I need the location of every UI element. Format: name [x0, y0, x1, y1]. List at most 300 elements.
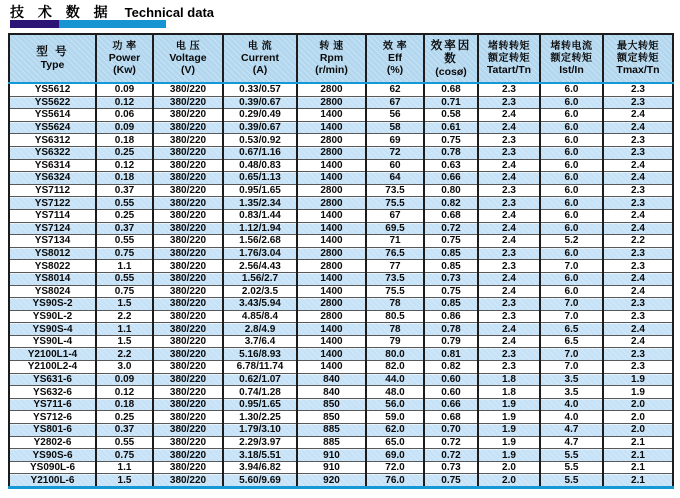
column-header-2 [153, 34, 223, 83]
table-cell: 6.0 [540, 109, 603, 122]
table-row [9, 461, 673, 474]
table-cell: 5.2 [540, 235, 603, 248]
table-cell: 0.60 [424, 386, 478, 399]
table-cell: YS7122 [9, 197, 96, 210]
table-cell: 2.3 [603, 260, 673, 273]
table-cell: 2.4 [478, 323, 540, 336]
table-cell: 2.4 [603, 285, 673, 298]
table-cell: 850 [297, 398, 366, 411]
table-cell: 72.0 [366, 461, 424, 474]
table-cell: 69 [366, 134, 424, 147]
table-cell: 2800 [297, 298, 366, 311]
table-cell: 48.0 [366, 386, 424, 399]
table-header [9, 34, 673, 83]
table-cell: 67 [366, 96, 424, 109]
table-cell: 1.30/2.25 [223, 411, 297, 424]
table-cell: 6.0 [540, 209, 603, 222]
table-cell: YS6314 [9, 159, 96, 172]
table-cell: 1400 [297, 222, 366, 235]
table-cell: YS5614 [9, 109, 96, 122]
table-cell: 1.5 [96, 335, 153, 348]
table-cell: 380/220 [153, 109, 223, 122]
column-header-1 [96, 34, 153, 83]
table-cell: 380/220 [153, 474, 223, 488]
table-cell: 0.75 [96, 247, 153, 260]
table-cell: 6.0 [540, 184, 603, 197]
table-cell: 5.5 [540, 449, 603, 462]
table-cell: 1400 [297, 121, 366, 134]
column-header-label-en: (cosø) [435, 65, 467, 78]
table-cell: 1400 [297, 348, 366, 361]
table-cell: YS5622 [9, 96, 96, 109]
table-cell: 2.2 [96, 310, 153, 323]
table-cell: 69.0 [366, 449, 424, 462]
table-cell: 5.5 [540, 474, 603, 488]
table-cell: 2.1 [603, 461, 673, 474]
table-cell: 1.56/2.68 [223, 235, 297, 248]
table-cell: 0.79 [424, 335, 478, 348]
column-header-label-zh: 堵转转矩 [488, 41, 530, 52]
table-cell: 0.25 [96, 209, 153, 222]
table-cell: 2.0 [603, 411, 673, 424]
table-cell: 7.0 [540, 260, 603, 273]
table-cell: 380/220 [153, 461, 223, 474]
table-cell: 0.68 [424, 209, 478, 222]
table-cell: 0.12 [96, 96, 153, 109]
table-cell: 380/220 [153, 424, 223, 437]
table-body [9, 83, 673, 488]
table-cell: 2.56/4.43 [223, 260, 297, 273]
table-cell: 885 [297, 424, 366, 437]
table-cell: 0.71 [424, 96, 478, 109]
table-cell: 0.39/0.67 [223, 121, 297, 134]
table-cell: 840 [297, 386, 366, 399]
column-header-label-zh: 功 率 [112, 40, 137, 52]
table-cell: 1.5 [96, 474, 153, 488]
table-cell: 380/220 [153, 146, 223, 159]
table-cell: 2800 [297, 197, 366, 210]
column-header-label-en: (Kw) [113, 64, 136, 77]
table-row [9, 361, 673, 374]
table-cell: 2.4 [603, 109, 673, 122]
table-cell: 910 [297, 449, 366, 462]
table-cell: 0.75 [424, 474, 478, 488]
table-cell: 1.9 [603, 373, 673, 386]
table-cell: 2.3 [603, 348, 673, 361]
table-cell: YS7112 [9, 184, 96, 197]
table-cell: 2.3 [478, 247, 540, 260]
table-cell: 1.56/2.7 [223, 272, 297, 285]
table-cell: 6.0 [540, 222, 603, 235]
column-header-5 [366, 34, 424, 83]
table-row [9, 285, 673, 298]
column-header-label-en: (r/min) [315, 64, 348, 77]
table-cell: 2.2 [603, 235, 673, 248]
table-cell: 2.3 [478, 260, 540, 273]
column-header-label-en: Eff [388, 52, 402, 65]
column-header-label-en: Type [40, 59, 65, 71]
table-cell: 0.25 [96, 146, 153, 159]
table-cell: 380/220 [153, 247, 223, 260]
table-cell: YS090L-6 [9, 461, 96, 474]
table-cell: 380/220 [153, 411, 223, 424]
table-cell: 7.0 [540, 298, 603, 311]
column-header-label-en: Voltage [169, 52, 207, 65]
table-cell: 380/220 [153, 272, 223, 285]
table-cell: 2.4 [478, 159, 540, 172]
table-cell: 73.5 [366, 272, 424, 285]
table-cell: 6.0 [540, 134, 603, 147]
table-row [9, 386, 673, 399]
table-row [9, 83, 673, 96]
table-cell: 56 [366, 109, 424, 122]
table-cell: 0.12 [96, 386, 153, 399]
table-cell: 2.1 [603, 436, 673, 449]
table-cell: 0.72 [424, 222, 478, 235]
table-cell: 2.3 [603, 83, 673, 96]
table-cell: 0.85 [424, 260, 478, 273]
table-cell: YS5612 [34, 84, 71, 96]
table-cell: 79 [366, 335, 424, 348]
table-cell: 6.5 [540, 323, 603, 336]
table-cell: 2800 [297, 247, 366, 260]
technical-data-table [8, 33, 674, 489]
column-header-label-en: (A) [252, 64, 268, 77]
table-cell: 1400 [297, 272, 366, 285]
table-cell: 0.33/0.57 [223, 83, 297, 96]
table-cell: 0.66 [424, 172, 478, 185]
table-cell: 0.75 [96, 285, 153, 298]
table-cell: 3.18/5.51 [223, 449, 297, 462]
table-cell: 1.8 [478, 386, 540, 399]
table-cell: 1.9 [478, 398, 540, 411]
table-cell: 7.0 [540, 361, 603, 374]
table-cell: 2.3 [603, 298, 673, 311]
table-cell: 2.29/3.97 [223, 436, 297, 449]
table-cell: 2.3 [603, 146, 673, 159]
table-cell: 2.4 [603, 159, 673, 172]
table-cell: 6.0 [540, 285, 603, 298]
table-cell: 78 [366, 298, 424, 311]
table-cell: 44.0 [366, 373, 424, 386]
table-cell: 380/220 [153, 298, 223, 311]
table-cell: 2.3 [478, 184, 540, 197]
table-cell: 840 [297, 373, 366, 386]
table-cell: Y2100L1-4 [9, 348, 96, 361]
table-cell: 0.73 [424, 272, 478, 285]
table-cell: 0.68 [424, 83, 478, 96]
table-cell: 2.8/4.9 [223, 323, 297, 336]
table-cell: YS8014 [9, 272, 96, 285]
column-header-label-en: Tatart/Tn [486, 64, 532, 76]
table-row [9, 411, 673, 424]
table-cell: 6.0 [540, 121, 603, 134]
table-row [9, 436, 673, 449]
table-cell: 1.1 [96, 260, 153, 273]
table-cell: 78 [366, 323, 424, 336]
table-cell: 0.06 [96, 109, 153, 122]
column-header-label-en: Power [108, 52, 141, 65]
table-cell: 0.82 [424, 361, 478, 374]
table-cell: 0.75 [424, 285, 478, 298]
table-cell: 0.95/1.65 [223, 398, 297, 411]
table-cell: 3.43/5.94 [223, 298, 297, 311]
table-cell: 2800 [297, 310, 366, 323]
table-cell: YS7114 [9, 209, 96, 222]
table-cell: 380/220 [153, 96, 223, 109]
table-cell: 62 [366, 83, 424, 96]
table-cell: 2.4 [478, 109, 540, 122]
table-cell: 1400 [297, 172, 366, 185]
table-cell: 910 [297, 461, 366, 474]
table-cell: 0.58 [424, 109, 478, 122]
table-cell: 77 [366, 260, 424, 273]
table-cell: YS7134 [9, 235, 96, 248]
table-row [9, 424, 673, 437]
table-cell: 380/220 [153, 121, 223, 134]
table-cell: 3.0 [96, 361, 153, 374]
table-cell: 0.39/0.67 [223, 96, 297, 109]
table-cell: 0.09 [96, 373, 153, 386]
table-cell: YS8012 [9, 247, 96, 260]
table-cell: 1400 [297, 323, 366, 336]
table-cell: 0.53/0.92 [223, 134, 297, 147]
table-cell: 2.1 [603, 474, 673, 488]
table-cell: 1.9 [603, 386, 673, 399]
table-cell: YS6324 [9, 172, 96, 185]
table-cell: Y2802-6 [9, 436, 96, 449]
column-header-label-en: Ist/In [559, 64, 584, 76]
table-cell: 0.95/1.65 [223, 184, 297, 197]
table-cell: 2.0 [478, 461, 540, 474]
table-cell: 0.65/1.13 [223, 172, 297, 185]
column-header-label-zh: 电 流 [247, 40, 273, 52]
table-cell: 0.82 [424, 197, 478, 210]
table-cell: 0.55 [96, 272, 153, 285]
table-cell: 0.85 [424, 298, 478, 311]
table-cell: 380/220 [153, 285, 223, 298]
table-cell: 380/220 [153, 361, 223, 374]
table-cell: 69.5 [366, 222, 424, 235]
table-cell: 380/220 [153, 222, 223, 235]
table-cell: 0.74/1.28 [223, 386, 297, 399]
table-cell: 0.81 [424, 348, 478, 361]
table-cell: 2.3 [478, 348, 540, 361]
table-cell: 6.0 [540, 247, 603, 260]
table-cell: 1.1 [96, 461, 153, 474]
table-cell: 59.0 [366, 411, 424, 424]
table-row [9, 348, 673, 361]
table-cell: 2.4 [603, 222, 673, 235]
table-cell: 56.0 [366, 398, 424, 411]
table-cell: 5.5 [540, 461, 603, 474]
table-cell: 1400 [297, 285, 366, 298]
table-cell: 2800 [297, 146, 366, 159]
table-cell: YS631-6 [9, 373, 96, 386]
table-cell: 1400 [297, 235, 366, 248]
table-cell: YS801-6 [9, 424, 96, 437]
table-cell: 2.4 [478, 235, 540, 248]
table-cell: 0.78 [424, 323, 478, 336]
table-cell: 1.35/2.34 [223, 197, 297, 210]
table-cell: 2.0 [603, 424, 673, 437]
table-row [9, 184, 673, 197]
column-header-label-en: Current [241, 52, 279, 65]
table-cell: 2.4 [478, 172, 540, 185]
table-cell: 2.4 [478, 222, 540, 235]
table-cell: 0.18 [96, 134, 153, 147]
table-row [9, 159, 673, 172]
table-cell: 1.1 [96, 323, 153, 336]
table-cell: 3.5 [540, 386, 603, 399]
table-cell: 2.3 [478, 310, 540, 323]
table-cell: 4.7 [540, 436, 603, 449]
table-cell: 380/220 [153, 260, 223, 273]
table-cell: 380/220 [153, 373, 223, 386]
table-cell: 380/220 [153, 83, 223, 96]
table-cell: 0.86 [424, 310, 478, 323]
table-cell: 80.0 [366, 348, 424, 361]
table-cell: 4.7 [540, 424, 603, 437]
table-cell: YS711-6 [9, 398, 96, 411]
table-cell: 76.0 [366, 474, 424, 488]
table-cell: 2.3 [478, 298, 540, 311]
table-cell: 58 [366, 121, 424, 134]
table-cell: 2800 [297, 83, 366, 96]
column-header-label-zh: 最大转矩 [617, 41, 659, 52]
table-cell: 0.75 [424, 235, 478, 248]
table-row [9, 209, 673, 222]
table-cell: 2.4 [603, 323, 673, 336]
table-cell: 1400 [297, 159, 366, 172]
table-cell: 2.3 [603, 197, 673, 210]
table-cell: 0.29/0.49 [223, 109, 297, 122]
table-cell: YS632-6 [9, 386, 96, 399]
table-row [9, 260, 673, 273]
table-cell: 380/220 [153, 436, 223, 449]
table-cell: 2.3 [478, 96, 540, 109]
table-cell: 2.4 [478, 335, 540, 348]
table-row [9, 96, 673, 109]
table-cell: 2.4 [478, 272, 540, 285]
table-header-row [9, 34, 673, 83]
table-cell: 6.5 [540, 335, 603, 348]
table-cell: 1.76/3.04 [223, 247, 297, 260]
table-row [9, 323, 673, 336]
table-cell: 0.75 [424, 134, 478, 147]
column-header-6 [424, 34, 478, 83]
table-cell: 0.09 [96, 83, 153, 96]
table-cell: 2800 [297, 96, 366, 109]
table-cell: 0.72 [424, 449, 478, 462]
column-header-label-zh: 转 速 [319, 40, 344, 52]
table-cell: 380/220 [153, 209, 223, 222]
table-cell: 1.9 [478, 449, 540, 462]
column-header-label-zh: 效 率 [382, 40, 408, 52]
table-cell: 380/220 [153, 398, 223, 411]
table-cell: 380/220 [153, 235, 223, 248]
table-cell: 0.62/1.07 [223, 373, 297, 386]
table-cell: 75.5 [366, 285, 424, 298]
table-cell: 2.4 [603, 209, 673, 222]
table-cell: 380/220 [153, 449, 223, 462]
table-row [9, 373, 673, 386]
column-header-label-zh: 型 号 [36, 46, 69, 58]
table-cell: 2.3 [603, 247, 673, 260]
column-header-label-zh: 额定转矩 [550, 52, 593, 64]
table-cell: 0.66 [424, 398, 478, 411]
table-cell: 6.0 [540, 272, 603, 285]
table-cell: 0.09 [96, 121, 153, 134]
table-cell: 0.60 [424, 373, 478, 386]
table-cell: 82.0 [366, 361, 424, 374]
column-header-label-zh: 堵转电流 [550, 41, 593, 52]
table-row [9, 272, 673, 285]
title-underline-blue-segment [59, 20, 166, 28]
table-cell: 1400 [297, 209, 366, 222]
table-cell: 7.0 [540, 348, 603, 361]
table-cell: 6.0 [540, 172, 603, 185]
table-cell: 0.70 [424, 424, 478, 437]
table-cell: 2.4 [478, 209, 540, 222]
column-header-label-en: Rpm [319, 52, 344, 65]
table-cell: 0.67/1.16 [223, 146, 297, 159]
table-cell: 1400 [297, 335, 366, 348]
table-cell: 0.55 [96, 436, 153, 449]
table-cell: 67 [366, 209, 424, 222]
table-cell: 920 [297, 474, 366, 488]
table-cell: 380/220 [153, 159, 223, 172]
table-cell: 2.3 [603, 184, 673, 197]
table-cell: 2.3 [603, 96, 673, 109]
table-cell: 6.0 [540, 96, 603, 109]
table-cell: 0.37 [96, 424, 153, 437]
table-cell: 1.9 [478, 411, 540, 424]
table-cell: 0.73 [424, 461, 478, 474]
table-cell: YS5624 [9, 121, 96, 134]
table-cell: YS8024 [9, 285, 96, 298]
table-row [9, 235, 673, 248]
column-header-label-en: (V) [181, 64, 195, 77]
table-cell: YS6322 [9, 146, 96, 159]
table-cell: 0.18 [96, 172, 153, 185]
table-cell: 1.5 [96, 298, 153, 311]
table-cell: Y2100L2-4 [9, 361, 96, 374]
table-row [9, 197, 673, 210]
table-cell: 2.3 [478, 83, 540, 96]
table-cell: 2.02/3.5 [223, 285, 297, 298]
table-cell: 3.7/6.4 [223, 335, 297, 348]
table-cell: 1400 [297, 361, 366, 374]
column-header-9 [603, 34, 673, 83]
column-header-label-en: (%) [386, 64, 404, 77]
table-row [9, 474, 673, 488]
table-cell: 2.3 [603, 361, 673, 374]
table-cell: 0.61 [424, 121, 478, 134]
table-cell: 380/220 [153, 348, 223, 361]
table-cell: 380/220 [153, 310, 223, 323]
column-header-label-en: Tmax/Tn [616, 64, 660, 76]
column-header-8 [540, 34, 603, 83]
table-row [9, 398, 673, 411]
table-cell: 6.0 [540, 83, 603, 96]
table-cell: 7.0 [540, 310, 603, 323]
table-cell: 1.9 [478, 424, 540, 437]
table-cell: YS6312 [9, 134, 96, 147]
table-cell: 6.0 [540, 159, 603, 172]
page-title-chinese: 技 术 数 据 [10, 4, 113, 20]
table-cell: 2.3 [478, 146, 540, 159]
